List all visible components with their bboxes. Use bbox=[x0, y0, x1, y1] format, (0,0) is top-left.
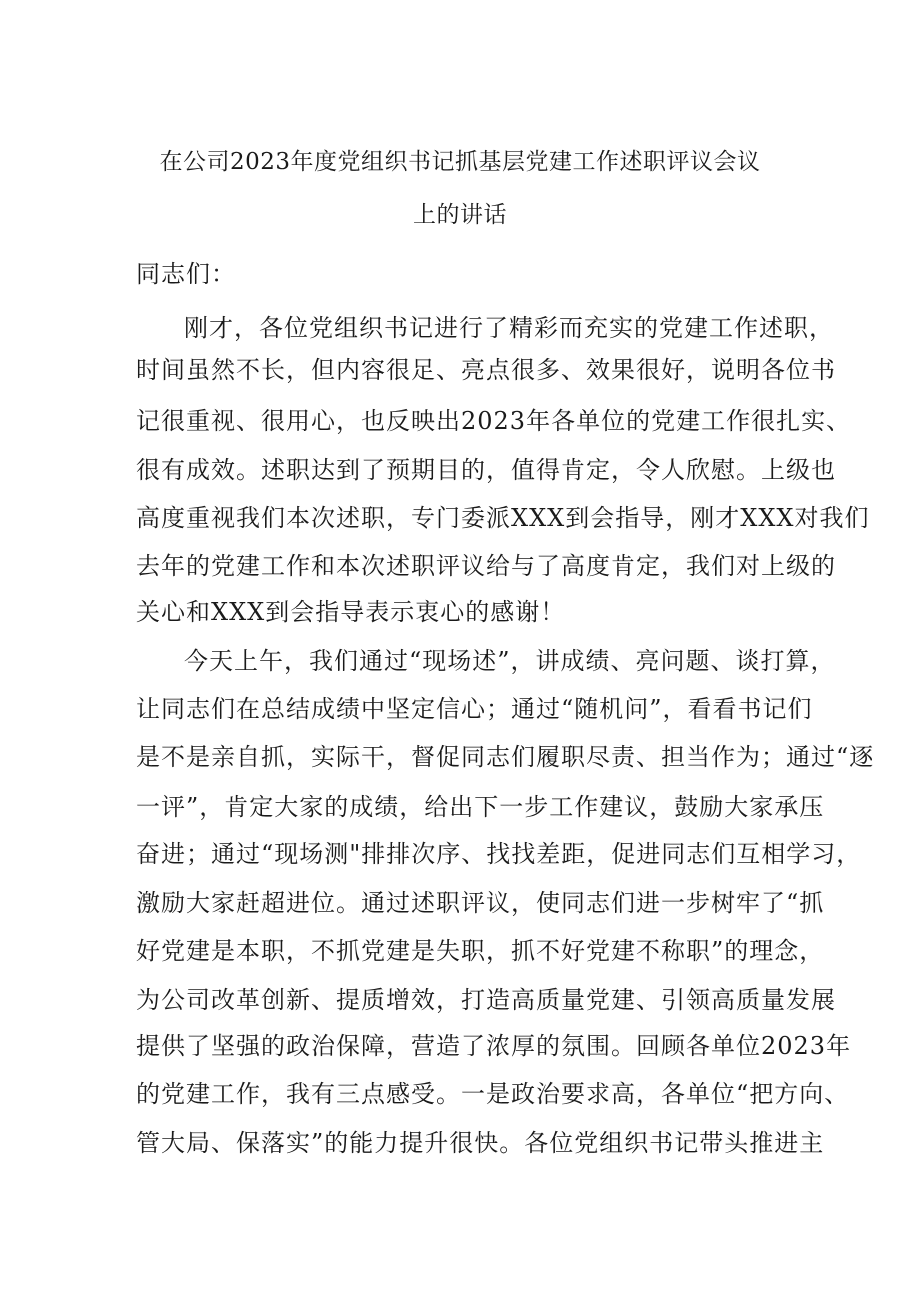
title-line-1: 在公司2023年度党组织书记抓基层党建工作述职评议会议 bbox=[159, 149, 761, 175]
paragraph-line: 奋进；通过“现场测"排排次序、找找差距，促进同志们互相学习， bbox=[136, 840, 862, 868]
paragraph-line: 高度重视我们本次述职，专门委派XXX到会指导，刚才XXX对我们 bbox=[136, 504, 870, 532]
paragraph-line: 刚才，各位党组织书记进行了精彩而充实的党建工作述职， bbox=[184, 314, 834, 342]
paragraph-line: 关心和XXX到会指导表示衷心的感谢！ bbox=[136, 598, 566, 626]
paragraph-line: 一评”，肯定大家的成绩，给出下一步工作建议，鼓励大家承压 bbox=[136, 793, 825, 821]
paragraph-line: 为公司改革创新、提质增效，打造高质量党建、引领高质量发展 bbox=[136, 986, 836, 1014]
paragraph-line: 去年的党建工作和本次述职评议给与了高度肯定，我们对上级的 bbox=[136, 552, 836, 580]
paragraph-line: 很有成效。述职达到了预期目的，值得肯定，令人欣慰。上级也 bbox=[136, 456, 836, 484]
salutation: 同志们： bbox=[136, 260, 236, 288]
paragraph-line: 管大局、保落实”的能力提升很快。各位党组织书记带头推进主 bbox=[136, 1129, 825, 1157]
title-line-2: 上的讲话 bbox=[413, 202, 507, 228]
paragraph-line: 今天上午，我们通过“现场述”，讲成绩、亮问题、谈打算， bbox=[184, 647, 836, 675]
paragraph-line: 记很重视、很用心，也反映出2023年各单位的党建工作很扎实、 bbox=[136, 407, 852, 435]
paragraph-line: 的党建工作，我有三点感受。一是政治要求高，各单位“把方向、 bbox=[136, 1080, 850, 1108]
paragraph-line: 提供了坚强的政治保障，营造了浓厚的氛围。回顾各单位2023年 bbox=[136, 1032, 852, 1060]
paragraph-line: 激励大家赶超进位。通过述职评议，使同志们进一步树牢了“抓 bbox=[136, 889, 825, 917]
paragraph-line: 好党建是本职，不抓党建是失职，抓不好党建不称职”的理念， bbox=[136, 937, 825, 965]
paragraph-line: 时间虽然不长，但内容很足、亮点很多、效果很好，说明各位书 bbox=[136, 356, 836, 384]
paragraph-line: 是不是亲自抓，实际干，督促同志们履职尽责、担当作为；通过“逐 bbox=[136, 743, 875, 771]
paragraph-line: 让同志们在总结成绩中坚定信心；通过“随机问”，看看书记们 bbox=[136, 695, 813, 723]
